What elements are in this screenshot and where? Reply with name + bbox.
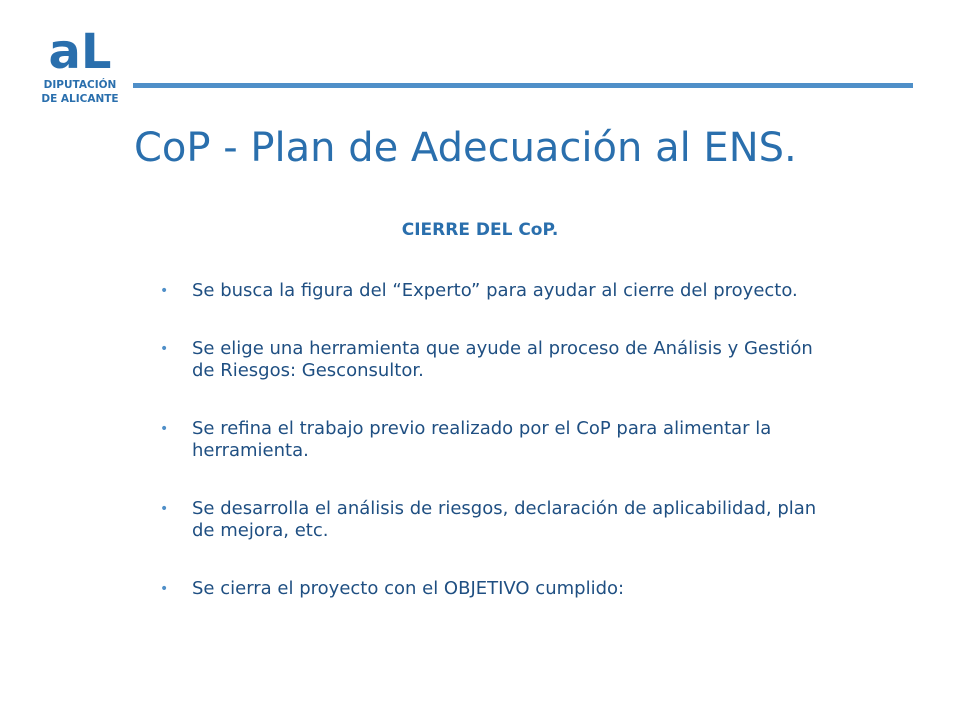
svg-text:aL: aL [48, 24, 112, 80]
bullet-list [160, 280, 820, 636]
bullet-dot-icon: • [160, 501, 169, 517]
svg-text:DE ALICANTE: DE ALICANTE [41, 93, 119, 105]
bullet-item [160, 280, 820, 302]
bullet-text: Se cierra el proyecto con el OBJETIVO cumplido: [192, 578, 625, 599]
bullet-text: Se busca la figura del “Experto” para ayudar al cierre del proyecto. [192, 280, 798, 301]
bullet-item [160, 578, 820, 600]
diputacion-logo [30, 18, 130, 108]
bullet-text: Se desarrolla el análisis de riesgos, declaración de aplicabilidad, plan de mejora, etc. [192, 498, 817, 541]
bullet-dot-icon: • [160, 581, 169, 597]
slide-subtitle: CIERRE DEL CoP. [401, 220, 559, 240]
bullet-text: Se refina el trabajo previo realizado por el CoP para alimentar la herramienta. [192, 418, 772, 461]
slide-title: CoP - Plan de Adecuación al ENS. [134, 125, 797, 171]
diputacion-logo-mark [30, 18, 130, 108]
bullet-text: Se elige una herramienta que ayude al proceso de Análisis y Gestión de Riesgos: Gesconsultor. [192, 338, 813, 381]
bullet-item [160, 338, 820, 382]
bullet-dot-icon: • [160, 421, 169, 437]
bullet-dot-icon: • [160, 341, 169, 357]
bullet-item [160, 498, 820, 542]
header-rule [133, 83, 913, 88]
bullet-dot-icon: • [160, 283, 169, 299]
bullet-item [160, 418, 820, 462]
svg-text:DIPUTACIÓN: DIPUTACIÓN [43, 79, 117, 91]
